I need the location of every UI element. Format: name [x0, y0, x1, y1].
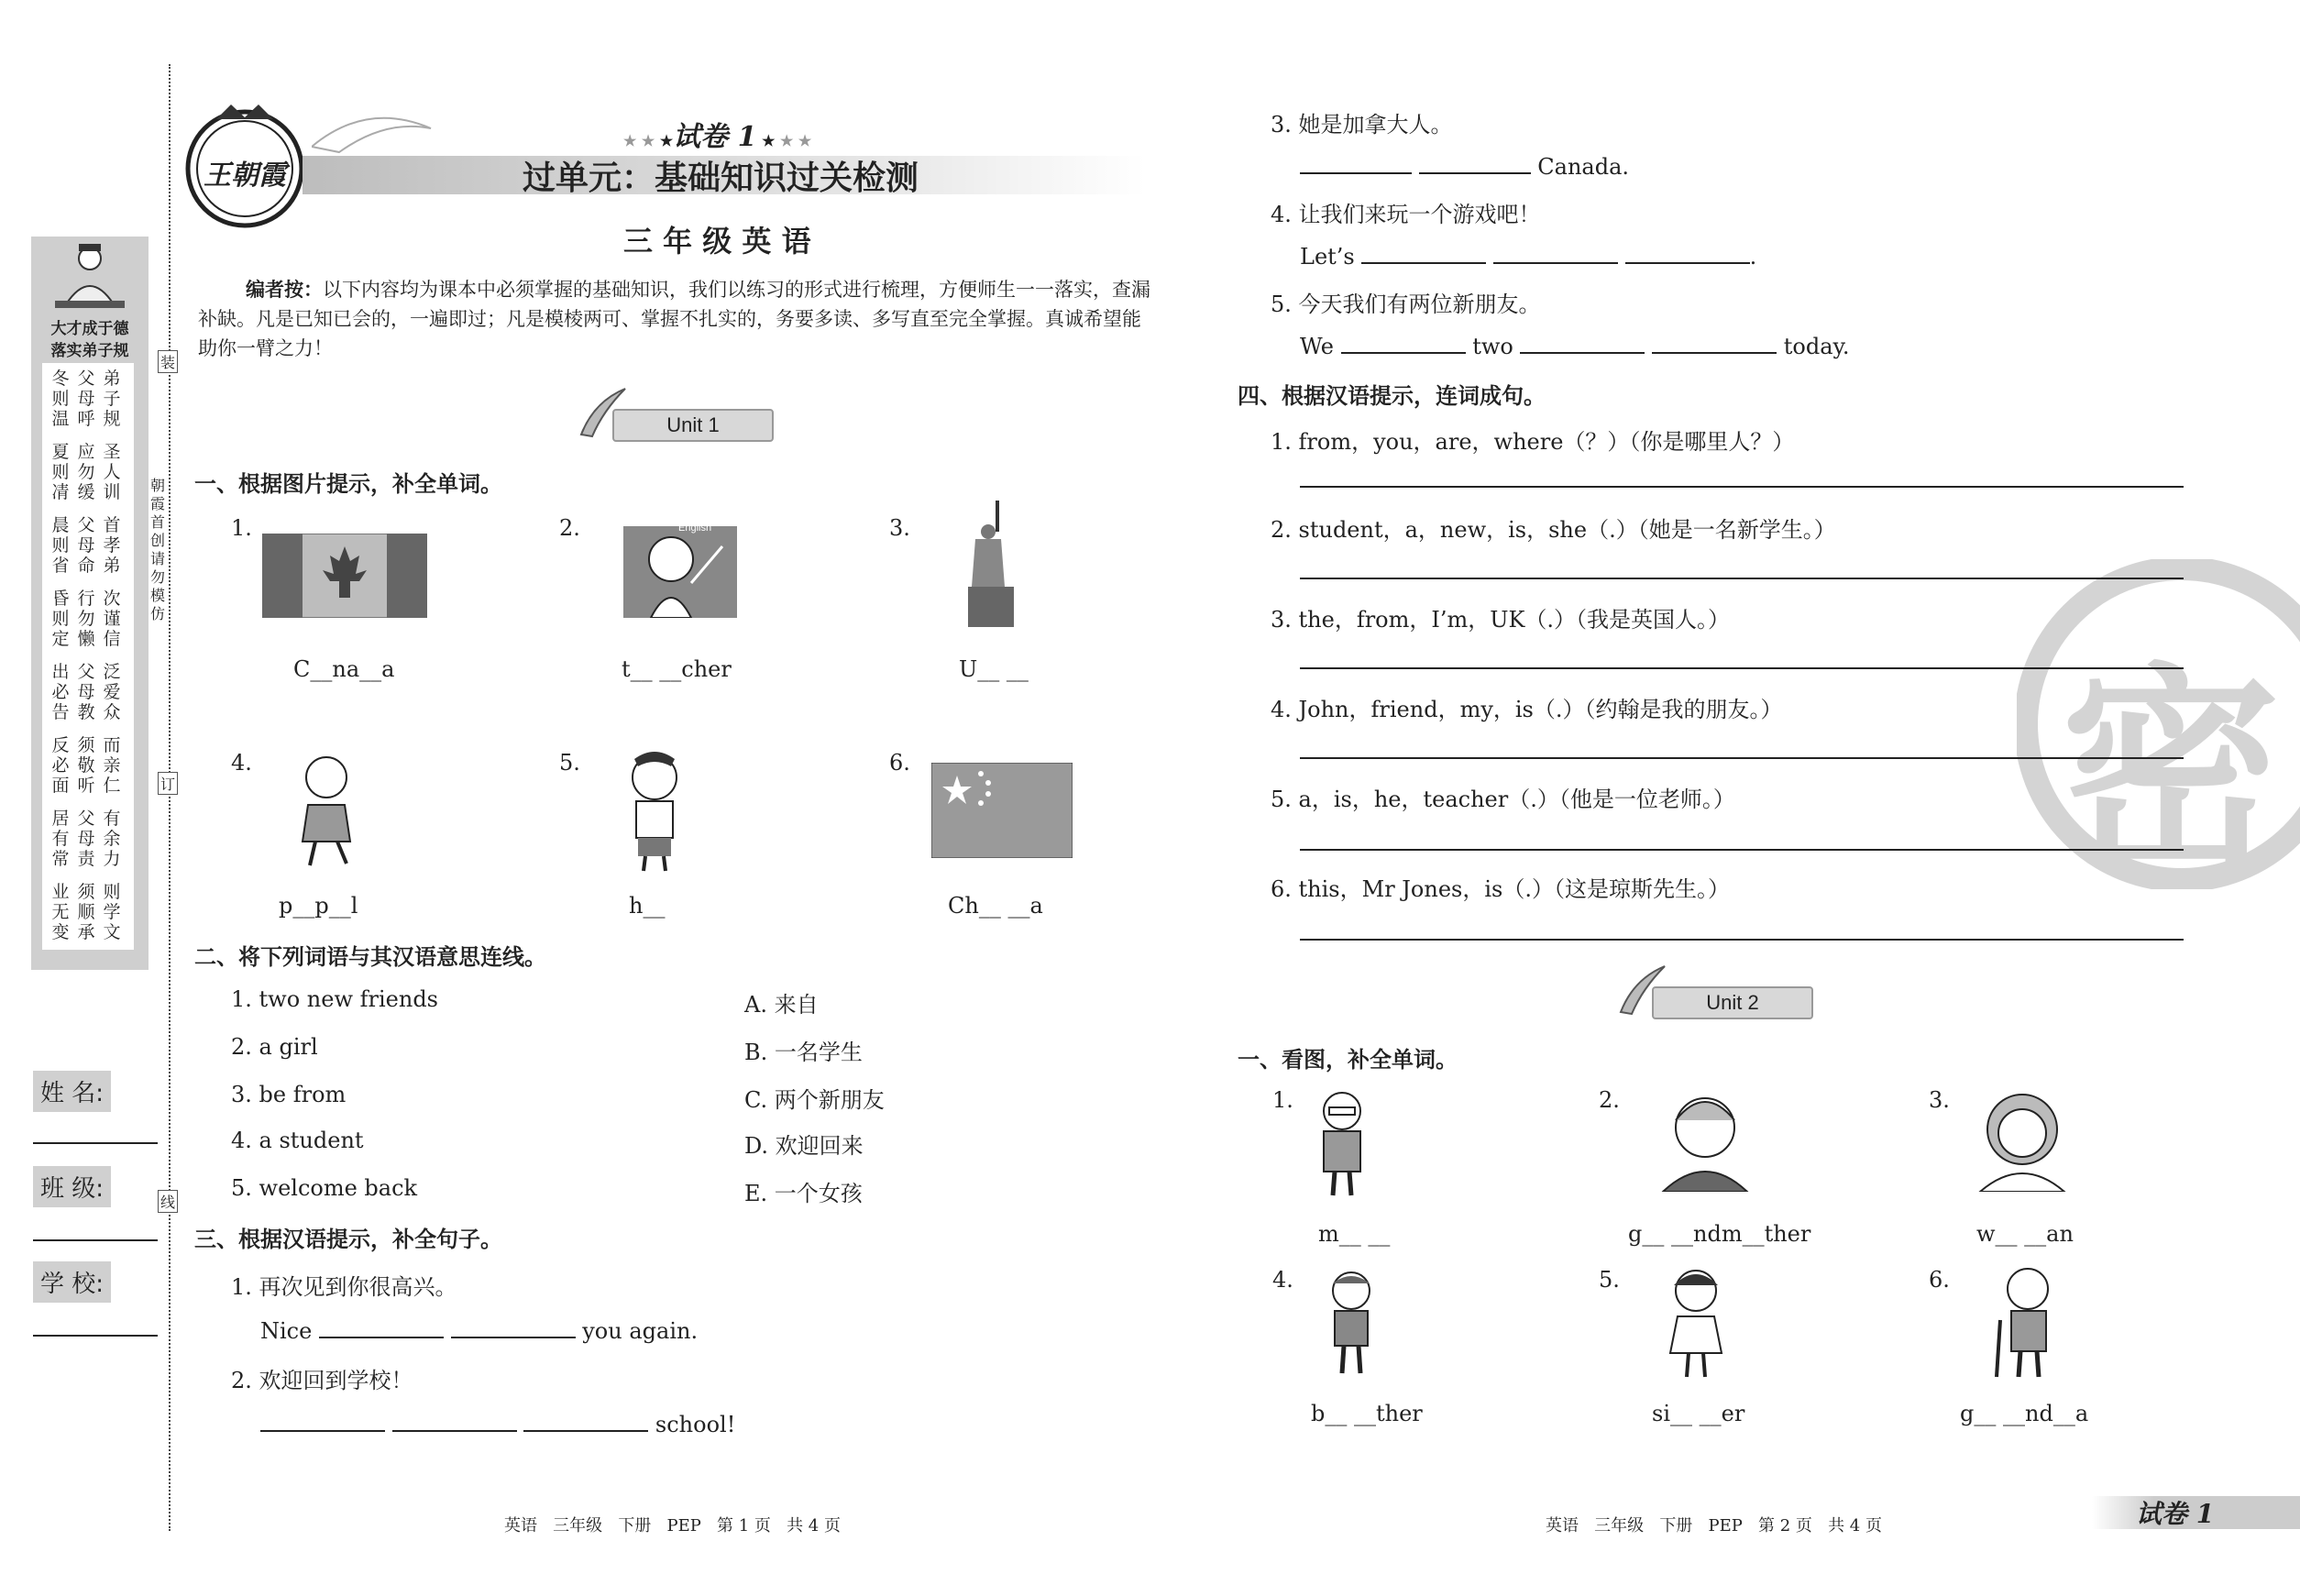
sidebar-slogan-2: 落实弟子规 [50, 342, 129, 360]
u1-item-2-num: 2. [559, 515, 580, 541]
sidebar-rule-text: 弟子规 [103, 369, 121, 429]
u2-item-5-word: si__ __er [1652, 1401, 1745, 1426]
binding-dotted-line [169, 64, 171, 1531]
order-3-prompt: 3. the，from，I’m，UK（.）（我是英国人。） [1271, 607, 1731, 633]
sidebar-slogan-1: 大才成于德 [50, 320, 129, 338]
order-6-prompt: 6. this，Mr Jones，is（.）（这是琼斯先生。） [1271, 876, 1730, 902]
sent-4-answer [1300, 242, 1756, 270]
order-1-answer-line[interactable] [1300, 486, 2184, 488]
sister-icon [1661, 1265, 1731, 1379]
subject-title: 三 年 级 英 语 [623, 224, 811, 259]
star-icon: ★ [756, 132, 776, 149]
brand-logo [180, 99, 310, 229]
u1-sec2-title: 二、将下列词语与其汉语意思连线。 [194, 943, 546, 970]
sent-3-cn: 3. 她是加拿大人。 [1271, 112, 1453, 138]
sidebar-rule-text: 行勿懒 [77, 589, 95, 649]
order-2-prompt: 2. student，a，new，is，she（.）（她是一名新学生。） [1271, 517, 1836, 543]
u1-item-5-num: 5. [559, 750, 580, 776]
sidebar-rule-text: 出必告 [51, 662, 70, 722]
sidebar-rule-text: 父母责 [77, 809, 95, 869]
grandpa-icon [1987, 1265, 2066, 1379]
u2-item-2-word: g__ __ndm__ther [1628, 1221, 1811, 1247]
u2-sec1-title: 一、看图，补全单词。 [1238, 1046, 1458, 1073]
sent-3-blank-2[interactable] [1419, 152, 1531, 174]
sent-4-cn: 4. 让我们来玩一个游戏吧！ [1271, 202, 1541, 227]
u1-item-2-word: t__ __cher [622, 656, 732, 682]
statue-of-liberty-icon [961, 495, 1021, 631]
sidebar-rule-text: 业无变 [51, 882, 70, 942]
sidebar-rule-text: 圣人训 [103, 442, 121, 502]
sidebar-rule-row [48, 735, 132, 809]
sent-1-answer [260, 1316, 698, 1344]
match-right-a[interactable]: A. 来自 [744, 992, 819, 1018]
sent-5-cn: 5. 今天我们有两位新朋友。 [1271, 292, 1541, 317]
u2-item-4-word: b__ __ther [1311, 1401, 1423, 1426]
sent-3-blank-1[interactable] [1300, 152, 1412, 174]
sent-2-blank-3[interactable] [523, 1410, 648, 1432]
sent-2-blank-1[interactable] [260, 1410, 385, 1432]
school-field[interactable] [33, 1335, 158, 1337]
sidebar-rule-text: 而亲仁 [103, 735, 121, 796]
sidebar-side-note: 朝霞首创 请勿模仿 [150, 477, 166, 622]
boy-icon [616, 748, 693, 873]
footer-left: 英语 三年级 下册 PEP 第 1 页 共 4 页 [504, 1516, 841, 1535]
sidebar-rule-text: 有余力 [103, 809, 121, 869]
sidebar-rule-text: 须敬听 [77, 735, 95, 796]
u2-item-5-num: 5. [1599, 1267, 1620, 1293]
page-title: 过单元：基础知识过关检测 [523, 160, 919, 197]
order-5-answer-line[interactable] [1300, 849, 2184, 851]
sent-4-blank-2[interactable] [1493, 242, 1618, 264]
sent-5-blank-3[interactable] [1652, 332, 1777, 354]
sidebar-rule-row [48, 442, 132, 515]
sidebar-rule-text: 须顺承 [77, 882, 95, 942]
u2-item-3-num: 3. [1929, 1087, 1950, 1113]
sidebar-rule-row [48, 515, 132, 589]
teacher-icon [623, 519, 737, 618]
sent-1-blank-2[interactable] [451, 1316, 576, 1338]
sent-2-blank-2[interactable] [392, 1410, 517, 1432]
sent-1-pre: Nice [260, 1318, 313, 1344]
sidebar-rule-text: 父母命 [77, 515, 95, 576]
editor-note [198, 275, 1151, 363]
pupil-icon [282, 750, 370, 869]
u1-item-6-word: Ch__ __a [948, 893, 1043, 919]
name-field[interactable] [33, 1142, 158, 1144]
sidebar-rule-text: 冬则温 [51, 369, 70, 429]
u2-item-4-num: 4. [1272, 1267, 1293, 1293]
u2-item-3-word: w__ __an [1976, 1221, 2074, 1247]
canada-flag-icon [262, 534, 427, 618]
watermark-stamp [2017, 559, 2300, 901]
sidebar-rule-row [48, 369, 132, 442]
woman-icon [1971, 1087, 2074, 1192]
school-label: 学 校: [33, 1261, 111, 1303]
u2-item-6-num: 6. [1929, 1267, 1950, 1293]
u1-item-5-word: h__ [629, 893, 666, 919]
scholar-figure-icon [46, 240, 134, 314]
sent-5-pre: We [1300, 334, 1334, 359]
sent-4-pre: Let’s [1300, 244, 1355, 270]
sidebar-rule-text: 夏则凊 [51, 442, 70, 502]
sidebar-rule-row [48, 589, 132, 662]
order-5-prompt: 5. a，is，he，teacher（.）（他是一位老师。） [1271, 787, 1735, 812]
u1-item-6-num: 6. [889, 750, 910, 776]
star-icon: ★ [659, 132, 674, 149]
u1-sec1-title: 一、根据图片提示，补全单词。 [194, 470, 502, 497]
u1-item-4-word: p__p__l [279, 893, 358, 919]
match-left-4[interactable]: 4. a student [231, 1128, 364, 1153]
cut-mark-3: 线 [158, 1190, 178, 1213]
sidebar-rule-text: 父母呼 [77, 369, 95, 429]
editor-note-label: 编者按： [246, 278, 323, 301]
star-icon: ★ ★ [775, 132, 812, 149]
sent-1-blank-1[interactable] [319, 1316, 444, 1338]
star-icon: ★ ★ [623, 132, 660, 149]
u2-item-1-num: 1. [1272, 1087, 1293, 1113]
u2-item-6-word: g__ __nd__a [1960, 1401, 2089, 1426]
sent-4-blank-3[interactable] [1625, 242, 1750, 264]
unit-2-tab: Unit 2 [1652, 986, 1813, 1019]
class-field[interactable] [33, 1239, 158, 1241]
sent-3-answer [1300, 152, 1629, 180]
brand-logo-text: 王朝霞 [204, 160, 286, 192]
man-icon [1305, 1087, 1379, 1197]
sent-3-post: Canada. [1537, 154, 1630, 180]
match-right-b[interactable]: B. 一名学生 [744, 1040, 863, 1065]
sent-4-post: . [1749, 244, 1757, 270]
u1-item-3-num: 3. [889, 515, 910, 541]
unit-1-tab: Unit 1 [612, 409, 774, 442]
sidebar-rule-row [48, 662, 132, 735]
order-4-answer-line[interactable] [1300, 757, 2184, 759]
u1-item-3-word: U__ __ [959, 656, 1029, 682]
sent-5-answer [1300, 332, 1850, 359]
paper-label-text: 试卷 1 [673, 121, 757, 153]
sent-2-answer [260, 1410, 735, 1437]
class-label: 班 级: [33, 1166, 111, 1207]
sidebar-rule-row [48, 882, 132, 955]
sent-2-cn: 2. 欢迎回到学校！ [231, 1368, 413, 1393]
editor-note-text: 以下内容均为课本中必须掌握的基础知识，我们以练习的形式进行梳理，方便师生一一落实，查漏补缺。凡是已知已会的，一遍即过；凡是模棱两可、掌握不扎实的，务要多读、多写直至完全掌握。真诚希望能助你一臂之力！ [198, 279, 1150, 359]
match-right-d[interactable]: D. 欢迎回来 [744, 1133, 864, 1159]
sent-4-blank-1[interactable] [1361, 242, 1486, 264]
sidebar-rule-text: 首孝弟 [103, 515, 121, 576]
u1-sec3-title: 三、根据汉语提示，补全句子。 [194, 1226, 502, 1252]
sidebar-rules-grid [48, 369, 132, 955]
corner-label: 试卷 1 [2136, 1499, 2215, 1529]
sidebar-rule-row [48, 809, 132, 882]
order-1-prompt: 1. from，you，are，where（？）（你是哪里人？） [1271, 429, 1795, 455]
name-label: 姓 名: [33, 1071, 111, 1112]
footer-right: 英语 三年级 下册 PEP 第 2 页 共 4 页 [1546, 1516, 1882, 1535]
match-right-e[interactable]: E. 一个女孩 [744, 1181, 863, 1206]
sidebar-rule-text: 则学文 [103, 882, 121, 942]
sidebar-rule-text: 晨则省 [51, 515, 70, 576]
order-6-answer-line[interactable] [1300, 939, 2184, 941]
u1-item-1-num: 1. [231, 515, 252, 541]
teacher-board-text: English [678, 523, 712, 534]
brother-icon [1318, 1269, 1384, 1375]
u1-sec4-title: 四、根据汉语提示，连词成句。 [1238, 382, 1546, 409]
match-left-5[interactable]: 5. welcome back [231, 1175, 418, 1201]
match-right-c[interactable]: C. 两个新朋友 [744, 1087, 885, 1113]
sidebar-rule-text: 应勿缓 [77, 442, 95, 502]
match-left-2[interactable]: 2. a girl [231, 1034, 318, 1060]
cut-mark-1: 装 [158, 350, 178, 373]
sidebar-rule-text: 泛爱众 [103, 662, 121, 722]
match-left-1[interactable]: 1. two new friends [231, 986, 438, 1012]
order-4-prompt: 4. John，friend，my，is（.）（约翰是我的朋友。） [1271, 697, 1783, 722]
sent-5-blank-2[interactable] [1520, 332, 1645, 354]
watermark-char: 密 [2061, 644, 2282, 901]
sent-1-post: you again. [582, 1318, 699, 1344]
u2-item-1-word: m__ __ [1318, 1221, 1391, 1247]
order-2-answer-line[interactable] [1300, 578, 2184, 579]
u2-item-2-num: 2. [1599, 1087, 1620, 1113]
sidebar-rule-text: 居有常 [51, 809, 70, 869]
u1-item-1-word: C__na__a [293, 656, 395, 682]
sent-5-post: today. [1783, 334, 1850, 359]
paper-label [623, 114, 811, 154]
sent-2-post: school! [655, 1412, 736, 1437]
u1-item-4-num: 4. [231, 750, 252, 776]
ribbon-decoration [312, 101, 440, 156]
sent-1-cn: 1. 再次见到你很高兴。 [231, 1274, 457, 1300]
sidebar-rule-text: 次谨信 [103, 589, 121, 649]
grandmother-icon [1656, 1087, 1755, 1192]
order-3-answer-line[interactable] [1300, 667, 2184, 669]
match-left-3[interactable]: 3. be from [231, 1082, 347, 1107]
sidebar-rule-text: 父母教 [77, 662, 95, 722]
china-flag-icon [931, 763, 1073, 858]
sidebar-rule-text: 昏则定 [51, 589, 70, 649]
cut-mark-2: 订 [158, 772, 178, 795]
sent-5-mid: two [1472, 334, 1513, 359]
sidebar-rule-text: 反必面 [51, 735, 70, 796]
sent-5-blank-1[interactable] [1341, 332, 1466, 354]
